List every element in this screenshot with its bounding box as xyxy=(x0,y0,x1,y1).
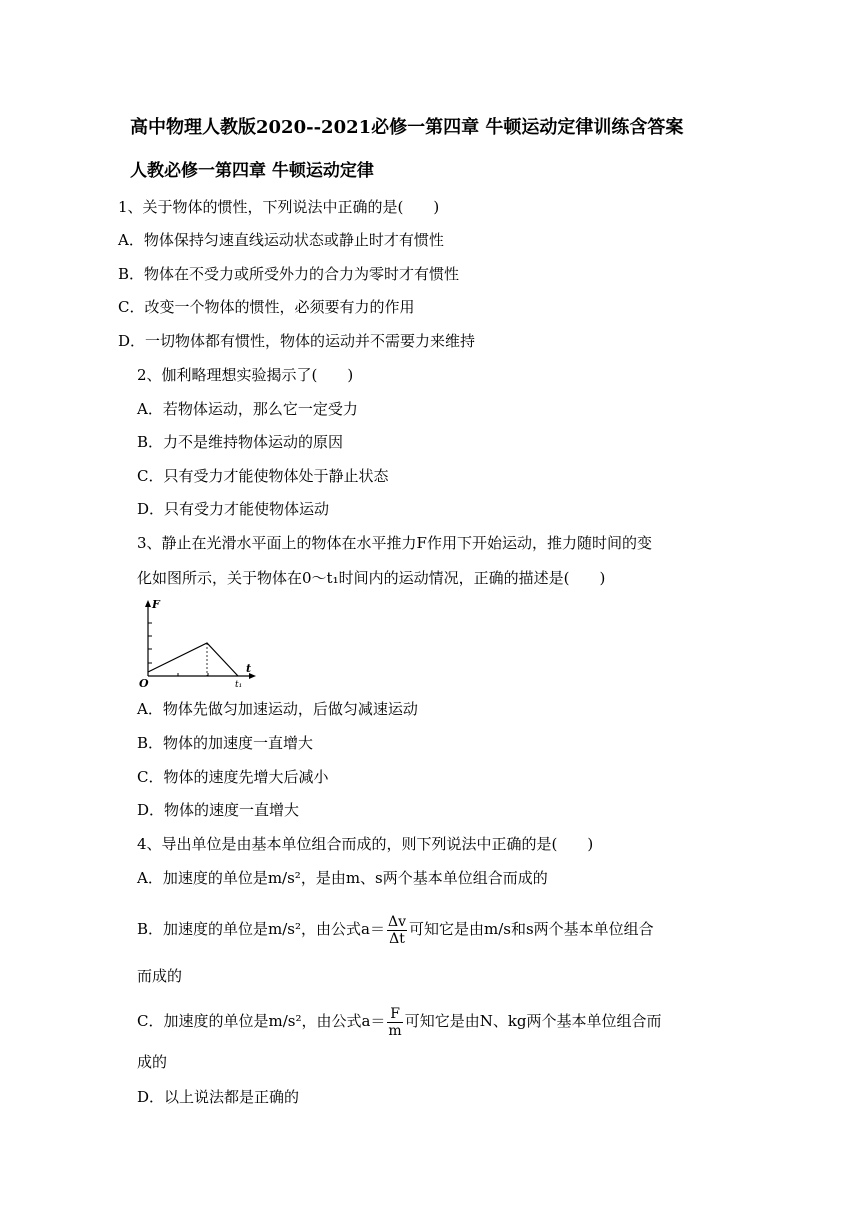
y-axis-label: F xyxy=(152,598,160,611)
t1-label: t₁ xyxy=(235,680,243,688)
question-3-option-b: B．物体的加速度一直增大 xyxy=(137,734,314,752)
question-2-option-d: D．只有受力才能使物体运动 xyxy=(137,500,330,518)
x-axis-label: t xyxy=(246,662,252,675)
question-4-option-a: A．加速度的单位是m/s²，是由m、s两个基本单位组合而成的 xyxy=(137,869,548,887)
force-curve xyxy=(148,643,238,676)
question-1-option-d: D．一切物体都有惯性，物体的运动并不需要力来维持 xyxy=(118,332,476,350)
question-4-option-b xyxy=(137,910,654,948)
question-2-option-a: A．若物体运动，那么它一定受力 xyxy=(137,400,358,418)
accel-definition-fraction xyxy=(387,914,407,947)
question-1-option-b: B．物体在不受力或所受外力的合力为零时才有惯性 xyxy=(118,265,460,283)
question-4-option-c-continued: 成的 xyxy=(137,1053,168,1071)
question-2-option-b: B．力不是维持物体运动的原因 xyxy=(137,433,344,451)
option-b-suffix: 可知它是由m/s和s两个基本单位组合 xyxy=(409,920,654,938)
question-2-stem: 2、伽利略理想实验揭示了( ) xyxy=(137,366,354,384)
fraction-numerator: Δv xyxy=(387,913,406,930)
question-1-option-c: C．改变一个物体的惯性，必须要有力的作用 xyxy=(118,298,415,316)
question-3-option-c: C．物体的速度先增大后减小 xyxy=(137,768,329,786)
fraction-numerator: F xyxy=(387,1006,402,1023)
question-1-option-a: A．物体保持匀速直线运动状态或静止时才有惯性 xyxy=(118,231,444,249)
option-b-prefix: B．加速度的单位是m/s²，由公式a＝ xyxy=(137,920,385,938)
question-3-option-d: D．物体的速度一直增大 xyxy=(137,801,300,819)
origin-label: O xyxy=(139,677,149,688)
newton-law-fraction xyxy=(387,1006,402,1039)
fraction-denominator: m xyxy=(388,1022,402,1039)
question-3-stem-line1: 3、静止在光滑水平面上的物体在水平推力F作用下开始运动，推力随时间的变 xyxy=(137,534,652,552)
question-2-option-c: C．只有受力才能使物体处于静止状态 xyxy=(137,467,389,485)
option-c-suffix: 可知它是由N、kg两个基本单位组合而 xyxy=(404,1012,662,1030)
document-title: 高中物理人教版2020--2021必修一第四章 牛顿运动定律训练含答案 xyxy=(130,117,684,138)
question-4-option-d: D．以上说法都是正确的 xyxy=(137,1088,300,1106)
question-4-stem: 4、导出单位是由基本单位组合而成的，则下列说法中正确的是( ) xyxy=(137,835,594,853)
question-3-stem-line2: 化如图所示，关于物体在0～t₁时间内的运动情况，正确的描述是( ) xyxy=(137,569,606,587)
force-time-graph xyxy=(134,596,260,688)
option-c-prefix: C．加速度的单位是m/s²，由公式a＝ xyxy=(137,1012,386,1030)
question-4-option-c xyxy=(137,1002,662,1040)
fraction-denominator: Δt xyxy=(389,930,405,947)
question-1-stem: 1、关于物体的惯性，下列说法中正确的是( ) xyxy=(118,198,440,216)
question-3-option-a: A．物体先做匀加速运动，后做匀减速运动 xyxy=(137,700,418,718)
question-4-option-b-continued: 而成的 xyxy=(137,967,183,985)
section-subtitle: 人教必修一第四章 牛顿运动定律 xyxy=(130,161,374,181)
